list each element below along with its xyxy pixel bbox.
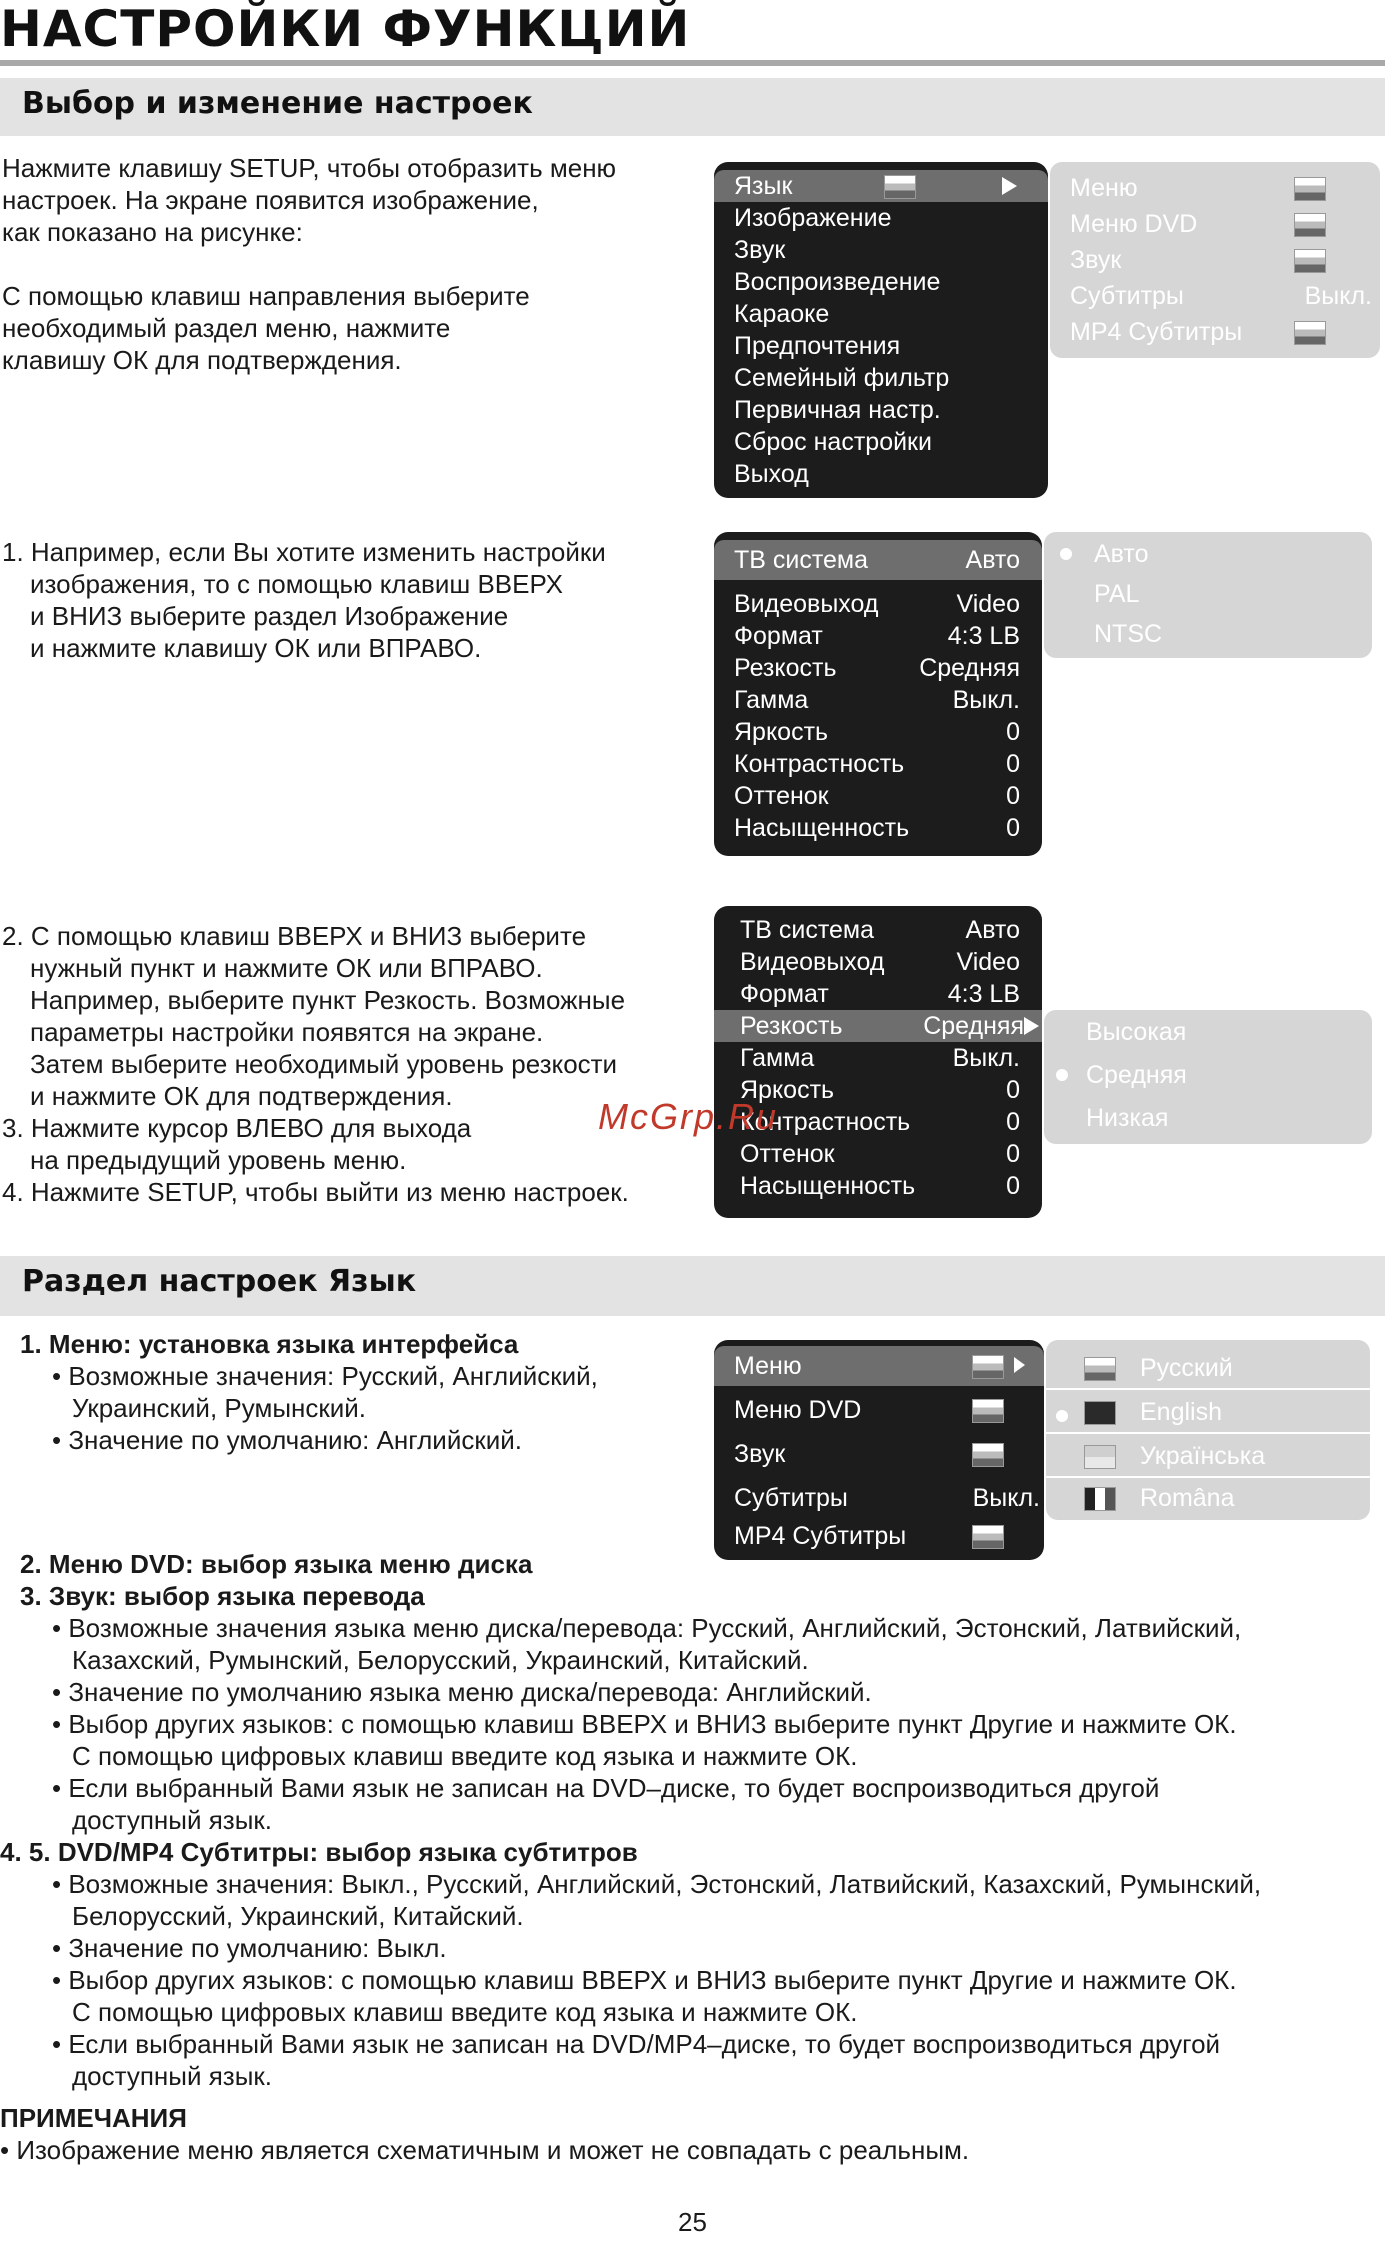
text-line: необходимый раздел меню, нажмите [2, 313, 451, 343]
menu-row-audio[interactable]: Звук [714, 1434, 1044, 1474]
menu-item-initial-setup[interactable]: Первичная настр. [734, 396, 941, 424]
notes-text: • Изображение меню является схематичным и может не совпадать с реальным. [0, 2135, 970, 2165]
uk-flag-icon [1084, 1401, 1116, 1425]
section-heading: Раздел настроек Язык [22, 1264, 417, 1299]
option-auto[interactable]: Авто [1094, 540, 1149, 568]
menu-row-saturation[interactable]: Насыщенность 0 [734, 814, 1020, 842]
menu-item-playback[interactable]: Воспроизведение [734, 268, 941, 296]
tv-system-options [1044, 532, 1372, 658]
russian-flag-icon [972, 1355, 1004, 1379]
menu-row-hue[interactable]: Оттенок 0 [734, 782, 1020, 810]
option-russian[interactable]: Русский [1046, 1348, 1370, 1390]
language-section-text: 2. Меню DVD: выбор языка меню диска 3. Звук: выбор языка перевода • Возможные значения языка меню диска/перевода: Русский, Английский, Эстонский, Латвийский, Казахский, Румынский, Белорусский, Украинский, Китайский. • Значение по умолчанию языка меню диска/перевода: Английский. • Выбор других языков: с помощью клавиш ВВЕРХ и ВНИЗ выберите пункт Другие и нажмите ОК. С помощью цифровых клавиш введите код языка и нажмите ОК. • Если выбранный Вами язык не записан на DVD–диске, то будет воспроизводиться другой доступный язык. 4. 5. DVD/MP4 Субтитры: выбор языка субтитров • Возможные значения: Выкл., Русский, Английский, Эстонский, Латвийский, Казахский, Румынский, Белорусский, Украинский, Китайский. • Значение по умолчанию: Выкл. • Выбор других языков: с помощью клавиш ВВЕРХ и ВНИЗ выберите пункт Другие и нажмите ОК. С помощью цифровых клавиш введите код языка и нажмите ОК. • Если выбранный Вами язык не записан на DVD/MP4–диске, то будет воспроизводиться другой доступный язык. [0, 1549, 1262, 2091]
step1-text: 1. Например, если Вы хотите изменить настройки изображения, то с помощью клавиш ВВЕРХ и ВНИЗ выберите раздел Изображение и нажмите клавишу ОК или ВПРАВО. [2, 537, 606, 663]
russian-flag-icon [972, 1525, 1004, 1549]
language-submenu [1050, 162, 1380, 358]
language-options [1046, 1340, 1370, 1520]
option-english[interactable]: English [1046, 1392, 1370, 1434]
steps-text: 2. С помощью клавиш ВВЕРХ и ВНИЗ выберите нужный пункт и нажмите ОК или ВПРАВО. Например, выберите пункт Резкость. Возможные параметры настройки появятся на экране. Затем выберите необходимый уровень резкости и нажмите ОК для подтверждения. 3. Нажмите курсор ВЛЕВО для выхода на предыдущий уровень меню. 4. Нажмите SETUP, чтобы выйти из меню настроек. [2, 921, 629, 1207]
arrow-right-icon [1024, 1017, 1039, 1035]
russian-flag-icon [972, 1443, 1004, 1467]
option-ukrainian[interactable]: Українська [1046, 1436, 1370, 1478]
text-line: как показано на рисунке: [2, 217, 303, 247]
menu-row-contrast[interactable]: Контрастность 0 [734, 750, 1020, 778]
watermark: McGrp.Ru [598, 1096, 779, 1137]
menu-item-family-filter[interactable]: Семейный фильтр [734, 364, 950, 392]
menu-row-saturation[interactable]: Насыщенность 0 [740, 1172, 1020, 1200]
sharpness-options [1044, 1010, 1372, 1144]
section-header [0, 78, 1385, 136]
option-pal[interactable]: PAL [1094, 580, 1140, 608]
menu-row-tv-system[interactable]: ТВ система Авто [740, 916, 1020, 944]
menu-row-sharpness[interactable]: Резкость Средняя [734, 654, 1020, 682]
russian-flag-icon [1294, 177, 1326, 201]
submenu-item-audio[interactable]: Звук [1050, 244, 1380, 276]
menu-row-gamma[interactable]: Гамма Выкл. [734, 686, 1020, 714]
option-low[interactable]: Низкая [1086, 1104, 1169, 1132]
menu-row-format[interactable]: Формат 4:3 LB [740, 980, 1020, 1008]
menu-row-tv-system[interactable]: ТВ система Авто [714, 540, 1042, 580]
menu-row-brightness[interactable]: Яркость 0 [734, 718, 1020, 746]
menu-row-mp4-subtitles[interactable]: MP4 Субтитры [714, 1516, 1044, 1556]
section-heading: Выбор и изменение настроек [22, 86, 533, 121]
menu-row-format[interactable]: Формат 4:3 LB [734, 622, 1020, 650]
menu-item-preferences[interactable]: Предпочтения [734, 332, 901, 360]
section-header [0, 1256, 1385, 1316]
menu-item-picture[interactable]: Изображение [734, 204, 892, 232]
picture-menu-sharpness [714, 906, 1042, 1218]
text-line: настроек. На экране появится изображение, [2, 185, 539, 215]
menu-item-sound[interactable]: Звук [734, 236, 786, 264]
menu-item-language[interactable]: Язык [714, 170, 1048, 202]
page-number: 25 [678, 2207, 707, 2237]
russian-flag-icon [1294, 249, 1326, 273]
language-menu [714, 1340, 1044, 1560]
menu-row-subtitles[interactable]: Субтитры Выкл. [734, 1484, 1040, 1512]
option-medium[interactable]: Средняя [1086, 1061, 1187, 1089]
submenu-item-dvd-menu[interactable]: Меню DVD [1050, 208, 1380, 240]
text-line: Нажмите клавишу SETUP, чтобы отобразить меню [2, 153, 617, 183]
russian-flag-icon [1294, 213, 1326, 237]
russian-flag-icon [972, 1399, 1004, 1423]
menu-row-menu[interactable]: Меню [714, 1346, 1044, 1386]
title-rule [0, 60, 1385, 66]
text-line: С помощью клавиш направления выберите [2, 281, 530, 311]
menu-item-karaoke[interactable]: Караоке [734, 300, 830, 328]
menu-row-sharpness[interactable]: Резкость Средняя [714, 1010, 1042, 1042]
notes-heading: ПРИМЕЧАНИЯ [0, 2103, 187, 2133]
submenu-item-menu[interactable]: Меню [1050, 172, 1380, 204]
picture-menu [714, 532, 1042, 856]
menu-row-hue[interactable]: Оттенок 0 [740, 1140, 1020, 1168]
option-ntsc[interactable]: NTSC [1094, 620, 1163, 648]
ukraine-flag-icon [1084, 1445, 1116, 1469]
arrow-right-icon [1014, 1357, 1025, 1373]
notes [0, 2102, 1385, 2166]
menu-row-contrast[interactable]: Контрастность 0 [740, 1108, 1020, 1136]
submenu-item-subtitles[interactable]: Субтитры Выкл. [1070, 282, 1372, 310]
russian-flag-icon [1084, 1357, 1116, 1381]
intro-text [2, 152, 692, 376]
menu-item-exit[interactable]: Выход [734, 460, 809, 488]
submenu-item-mp4-subtitles[interactable]: MP4 Субтитры [1050, 316, 1380, 348]
menu-row-gamma[interactable]: Гамма Выкл. [740, 1044, 1020, 1072]
russian-flag-icon [1294, 321, 1326, 345]
menu-row-brightness[interactable]: Яркость 0 [740, 1076, 1020, 1104]
menu-item-reset[interactable]: Сброс настройки [734, 428, 932, 456]
setup-main-menu [714, 162, 1048, 498]
option-high[interactable]: Высокая [1086, 1018, 1187, 1046]
page-title: НАСТРОЙКИ ФУНКЦИЙ [0, 0, 691, 58]
menu-row-dvd-menu[interactable]: Меню DVD [714, 1390, 1044, 1430]
russian-flag-icon [884, 175, 916, 199]
option-romanian[interactable]: Româna [1046, 1478, 1370, 1518]
text-line: клавишу ОК для подтверждения. [2, 345, 402, 375]
arrow-right-icon [1002, 177, 1017, 195]
menu-row-video-out[interactable]: Видеовыход Video [734, 590, 1020, 618]
item1-text: 1. Меню: установка языка интерфейса • Возможные значения: Русский, Английский, Украинский, Румынский. • Значение по умолчанию: Английский. [20, 1329, 598, 1455]
menu-row-video-out[interactable]: Видеовыход Video [740, 948, 1020, 976]
romania-flag-icon [1084, 1487, 1116, 1511]
